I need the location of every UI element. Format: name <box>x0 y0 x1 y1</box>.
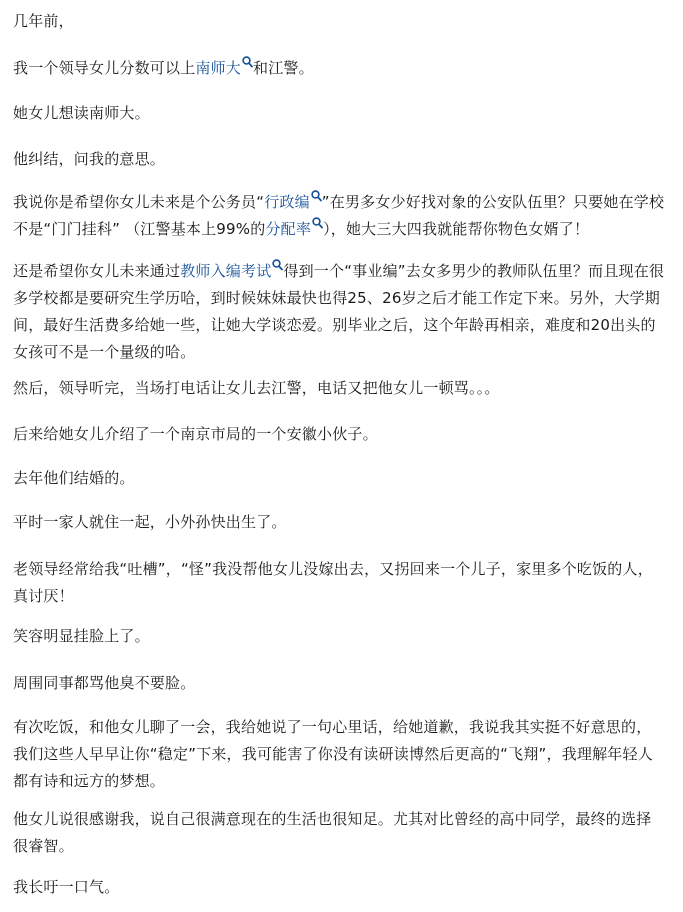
link-xingzhengbian[interactable] <box>264 193 322 211</box>
paragraph-text: 还是希望你女儿未来通过 <box>13 262 181 280</box>
search-icon[interactable] <box>312 217 323 230</box>
paragraph-text: 他纠结，问我的意思。 <box>13 150 166 168</box>
link-fenpeilv[interactable] <box>265 220 323 238</box>
paragraph-1 <box>13 8 665 35</box>
paragraph-11 <box>13 556 665 610</box>
paragraph-text: 老领导经常给我“吐槽”，“怪”我没帮他女儿没嫁出去，又拐回来一个儿子，家里多个吃饭的人，真讨厌！ <box>13 560 653 605</box>
paragraph-12 <box>13 623 665 650</box>
paragraph-13 <box>13 670 665 697</box>
paragraph-text: 周围同事都骂他臭不要脸。 <box>13 674 196 692</box>
paragraph-10 <box>13 509 665 536</box>
paragraph-7 <box>13 375 665 402</box>
link-label[interactable]: 分配率 <box>265 220 312 238</box>
paragraph-text: 得到一个“事业编”去女多男少的教师队伍里？而且现在很多学校都是要研究生学历哈，到时候妹妹最快也得25、26岁之后才能工作定下来。另外，大学期间，最好生活费多给她一些，让她大学谈恋爱。别毕业之后，这个年龄再相亲，难度和20出头的女孩可不是一个量级的哈。 <box>13 262 665 361</box>
link-label[interactable]: 南师大 <box>195 59 242 77</box>
search-icon[interactable] <box>272 259 283 272</box>
link-label[interactable]: 行政编 <box>264 193 310 211</box>
paragraph-6 <box>13 258 665 366</box>
paragraph-text: 然后，领导听完，当场打电话让女儿去江警，电话又把他女儿一顿骂。。。 <box>13 379 500 397</box>
paragraph-2 <box>13 55 665 82</box>
link-jiaoshi-kaoshi[interactable] <box>180 262 283 280</box>
paragraph-text: 她女儿想读南师大。 <box>13 104 150 122</box>
paragraph-16 <box>13 874 665 901</box>
paragraph-9 <box>13 465 665 492</box>
paragraph-text: ”在男多女少好找对象的公安队伍里？只要她在学校不是“门门挂科” （江警基本上99%的 <box>13 193 665 238</box>
paragraph-3 <box>13 100 665 127</box>
paragraph-text: 我一个领导女儿分数可以上 <box>13 59 196 77</box>
paragraph-text: 有次吃饭，和他女儿聊了一会，我给她说了一句心里话，给她道歉，我说我其实挺不好意思的，我们这些人早早让你“稳定”下来，我可能害了你没有读研读博然后更高的“飞翔”，我理解年轻人都有诗和远方的梦想。 <box>13 718 653 790</box>
paragraph-4 <box>13 146 665 173</box>
link-nanshida[interactable] <box>195 59 253 77</box>
paragraph-8 <box>13 421 665 448</box>
paragraph-text: 去年他们结婚的。 <box>13 469 135 487</box>
paragraph-text: ），她大三大四我就能帮你物色女婿了！ <box>323 220 590 238</box>
paragraph-text: 他女儿说很感谢我，说自己很满意现在的生活也很知足。尤其对比曾经的高中同学，最终的选择很睿智。 <box>13 810 652 855</box>
paragraph-text: 我说你是希望你女儿未来是个公务员“ <box>13 193 265 211</box>
paragraph-text: 我长吁一口气。 <box>13 878 120 896</box>
paragraph-text: 平时一家人就住一起，小外孙快出生了。 <box>13 513 287 531</box>
paragraph-5 <box>13 189 665 243</box>
paragraph-text: 后来给她女儿介绍了一个南京市局的一个安徽小伙子。 <box>13 425 378 443</box>
search-icon[interactable] <box>311 190 322 203</box>
link-label[interactable]: 教师入编考试 <box>180 262 272 280</box>
search-icon[interactable] <box>242 56 253 69</box>
paragraph-14 <box>13 714 665 795</box>
paragraph-text: 和江警。 <box>253 59 314 77</box>
paragraph-15 <box>13 806 665 860</box>
paragraph-text: 几年前， <box>13 12 74 30</box>
paragraph-text: 笑容明显挂脸上了。 <box>13 627 150 645</box>
